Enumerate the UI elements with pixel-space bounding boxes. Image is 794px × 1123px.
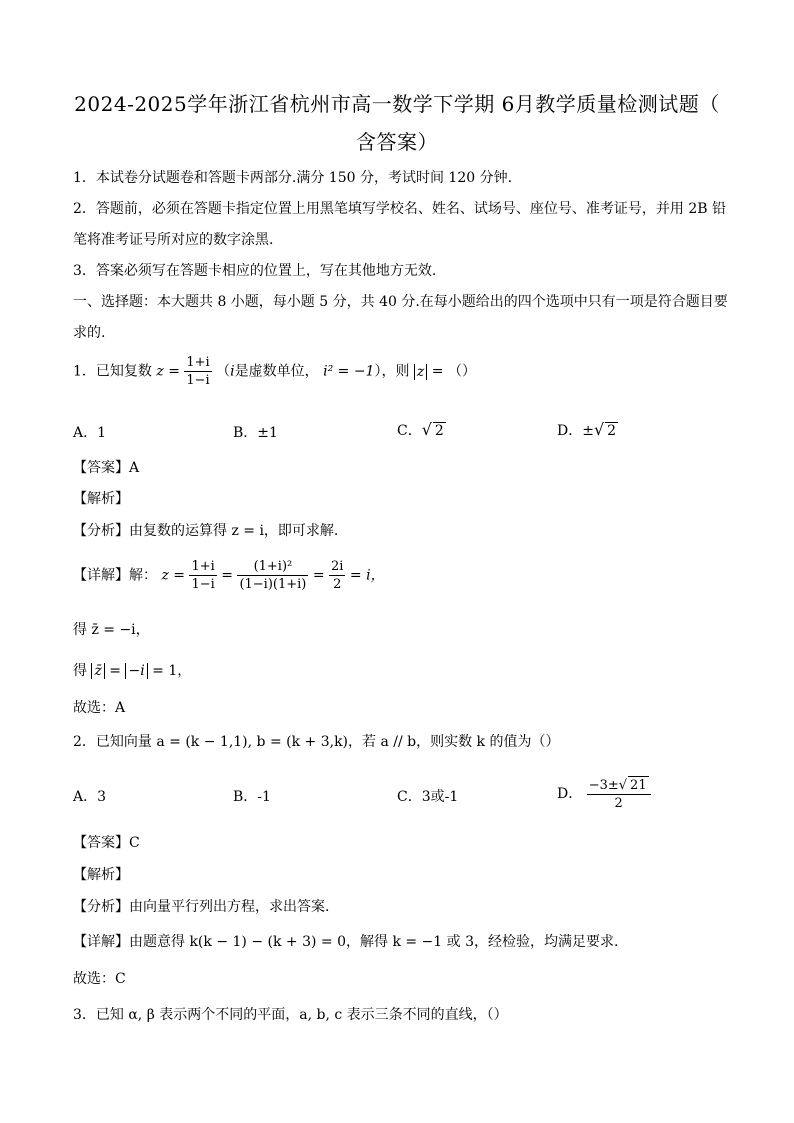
q1-option-d-radicand: 2	[607, 423, 617, 439]
q2-answer: 【答案】C	[73, 835, 140, 851]
q1-option-d-label: D．±	[557, 423, 594, 439]
q1-step2: 得 z̄ = −i，	[73, 622, 150, 638]
q1-answer: 【答案】A	[73, 460, 140, 476]
q1-prefix: 1．已知复数	[73, 363, 152, 380]
q1-cond-mid: 是虚数单位，	[234, 363, 319, 380]
q1-step3-mid: =	[109, 663, 122, 679]
section-heading-line2: 求的.	[73, 325, 106, 341]
q1-analysis-heading: 【解析】	[73, 491, 129, 507]
q1-cond-open: （	[216, 363, 231, 380]
radical-sign-icon: √	[421, 420, 432, 439]
q1-eq-paren: = （）	[431, 363, 476, 380]
q1-detail-frac2-num: (1+i)²	[237, 558, 308, 576]
q1-option-a: A．1	[73, 425, 107, 441]
q1-detail-frac3-num: 2i	[331, 559, 344, 574]
equals-sign: =	[221, 567, 233, 584]
q1-detail-z: z =	[161, 567, 186, 584]
exam-note-3: 3．答案必须写在答题卡相应的位置上，写在其他地方无效.	[73, 263, 437, 279]
q2-fenxi: 【分析】由向量平行列出方程，求出答案.	[73, 899, 330, 915]
q2-option-d-num-pre: −3±	[588, 778, 619, 793]
q2-option-d-den: 2	[614, 796, 623, 811]
q1-fraction-den: 1−i	[186, 373, 210, 388]
exam-note-1: 1．本试卷分试题卷和答题卡两部分.满分 150 分，考试时间 120 分钟.	[73, 170, 513, 186]
document-title-line2: 含答案）	[356, 130, 438, 154]
q1-step3	[73, 660, 733, 680]
radical-sign-icon: √	[618, 778, 628, 793]
q1-z-eq: z =	[156, 363, 180, 380]
q1-step3-abs2: −i	[125, 663, 147, 679]
q1-detail-frac3-den: 2	[333, 577, 342, 592]
q1-choose: 故选：A	[73, 700, 126, 716]
question-3-stem: 3．已知 α, β 表示两个不同的平面，a, b, c 表示三条不同的直线，（）	[73, 1007, 508, 1023]
q1-step3-end: = 1，	[152, 663, 192, 679]
q1-fraction	[184, 354, 211, 389]
q1-detail-frac1-den: 1−i	[191, 577, 215, 592]
question-1-stem	[73, 354, 733, 389]
q1-option-c	[397, 420, 446, 440]
q2-option-d-label: D．	[557, 786, 583, 802]
q1-step3-abs1: z̄	[91, 663, 104, 679]
q1-abs-z: z	[414, 364, 427, 380]
q1-detail-frac3	[329, 558, 345, 593]
q1-fraction-num: 1+i	[186, 355, 210, 370]
q2-option-a: A．3	[73, 789, 107, 805]
q1-fenxi: 【分析】由复数的运算得 z = i，即可求解.	[73, 523, 339, 539]
q2-option-c: C．3或-1	[397, 789, 459, 805]
q2-detail: 【详解】由题意得 k(k − 1) − (k + 3) = 0，解得 k = −1 或 3，经检验，均满足要求.	[73, 934, 619, 950]
q2-option-d-radicand: 21	[630, 778, 647, 793]
q2-option-b: B．-1	[233, 789, 271, 805]
q1-detail-end: = i，	[349, 567, 385, 584]
section-heading-line1: 一、选择题：本大题共 8 小题，每小题 5 分，共 40 分.在每小题给出的四个选项中只有一项是符合题目要	[73, 294, 728, 310]
q2-option-d-num	[587, 776, 651, 795]
q1-detail-frac1-num: 1+i	[191, 559, 215, 574]
exam-note-2: 2．答题前，必须在答题卡指定位置上用黑笔填写学校名、姓名、试场号、座位号、准考证号，并用 2B 铅	[73, 201, 727, 217]
q1-option-b: B．±1	[233, 425, 278, 441]
q2-option-d-fraction	[587, 776, 651, 812]
q1-detail-label: 【详解】解：	[73, 567, 157, 584]
q1-detail-frac2-den: (1−i)(1+i)	[239, 577, 307, 592]
q1-detail-frac1	[189, 558, 216, 593]
q1-option-c-radicand: 2	[434, 423, 444, 439]
q1-i-var: i	[230, 363, 235, 380]
q1-cond-close: ），则	[374, 363, 410, 380]
q2-option-d	[557, 776, 651, 812]
q1-option-c-label: C．	[397, 423, 422, 439]
q1-step3-prefix: 得	[73, 663, 87, 679]
q1-detail	[73, 558, 733, 593]
q1-i-squared: i² = −1	[323, 363, 375, 380]
question-2-stem: 2．已知向量 a = (k − 1,1), b = (k + 3,k)，若 a // b，则实数 k 的值为（）	[73, 734, 560, 750]
exam-note-2-cont: 笔将准考证号所对应的数字涂黑.	[73, 232, 274, 248]
q1-detail-frac2	[237, 558, 308, 593]
radical-sign-icon: √	[593, 420, 605, 439]
q2-analysis-heading: 【解析】	[73, 867, 129, 883]
document-title-line1: 2024-2025学年浙江省杭州市高一数学下学期 6月教学质量检测试题（	[74, 92, 720, 116]
q2-choose: 故选：C	[73, 971, 126, 987]
equals-sign: =	[312, 567, 325, 584]
q1-option-d	[557, 420, 618, 440]
